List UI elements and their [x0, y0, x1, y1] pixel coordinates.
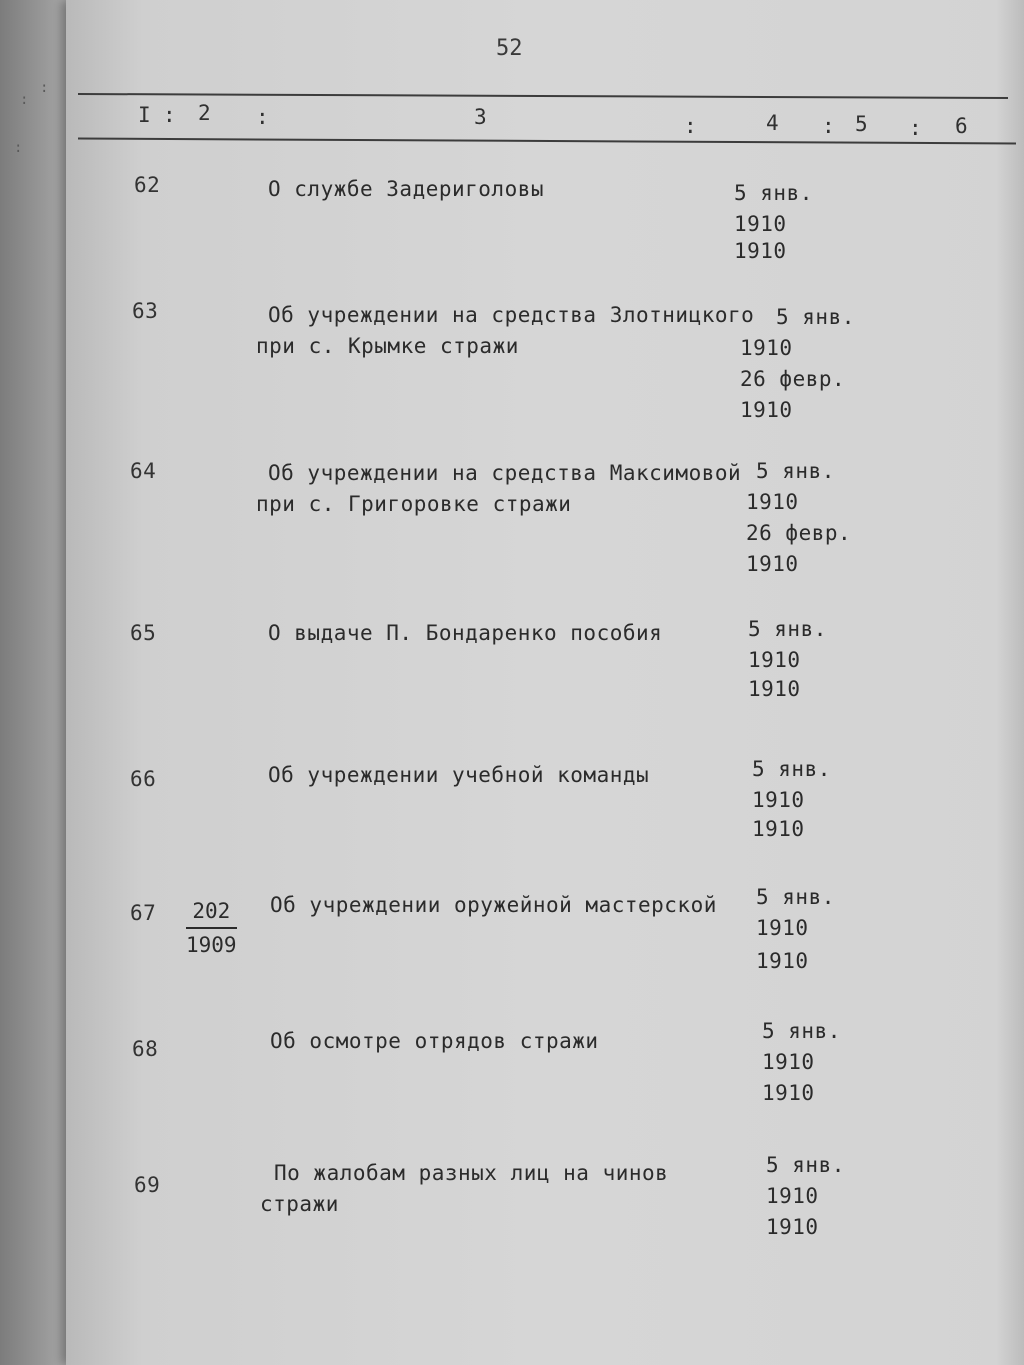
column-heading-5: 5 [855, 112, 868, 136]
margin-mark: : [40, 80, 49, 96]
entry-title: О выдаче П. Бондаренко пособия [268, 621, 663, 645]
column-separator: : [256, 105, 269, 129]
entry-end-date: 1910 [734, 239, 787, 263]
column-separator: : [909, 116, 922, 140]
entry-title: О службе Задериголовы [268, 177, 545, 201]
entry-number: 68 [132, 1037, 159, 1061]
sheet-shadow [996, 0, 1024, 1365]
margin-mark: : [14, 140, 23, 156]
margin-mark: : [20, 92, 29, 108]
reference-fraction [186, 897, 237, 959]
entry-number: 65 [130, 621, 157, 645]
entry-title: Об учреждении на средства Максимовой при с. Григоровке стражи [256, 461, 742, 516]
column-heading-6: 6 [955, 114, 968, 138]
entry-number: 66 [130, 767, 157, 791]
entry-title: Об учреждении оружейной мастерской [270, 893, 717, 917]
entry-end-date: 1910 [752, 817, 805, 841]
column-heading-4: 4 [766, 111, 779, 135]
entry-start-date: 5 янв. 1910 [740, 305, 855, 360]
entry-number: 69 [134, 1173, 161, 1197]
reference-number: 202 [186, 897, 237, 929]
entry-end-date: 1910 [748, 677, 801, 701]
entry-end-date: 26 февр. 1910 [740, 367, 846, 422]
entry-end-date: 1910 [762, 1081, 815, 1105]
entry-start-date: 5 янв. 1910 [734, 181, 813, 236]
entry-start-date: 5 янв. 1910 [752, 757, 831, 812]
entry-number: 67 [130, 901, 157, 925]
entry-number: 62 [134, 173, 161, 197]
column-heading-3: 3 [474, 105, 487, 129]
entry-end-date: 1910 [766, 1215, 819, 1239]
reference-year: 1909 [186, 933, 237, 957]
entry-title: Об осмотре отрядов стражи [270, 1029, 599, 1053]
column-heading-2: 2 [198, 101, 211, 125]
entry-number: 63 [132, 299, 159, 323]
column-separator: : [822, 114, 835, 138]
column-separator: : [163, 103, 176, 127]
column-separator: : [684, 114, 697, 138]
entry-number: 64 [130, 459, 157, 483]
entry-start-date: 5 янв. 1910 [762, 1019, 841, 1074]
entry-start-date: 5 янв. 1910 [746, 459, 835, 514]
entry-start-date: 5 янв. 1910 [748, 617, 827, 672]
entry-end-date: 26 февр. 1910 [746, 521, 852, 576]
entry-title: Об учреждении на средства Злотницкого при с. Крымке стражи [256, 303, 755, 358]
entry-title: Об учреждении учебной команды [268, 763, 650, 787]
column-heading-1: I [138, 103, 151, 127]
entry-title: По жалобам разных лиц на чинов стражи [260, 1161, 669, 1216]
entry-end-date: 1910 [756, 949, 809, 973]
entry-start-date: 5 янв. 1910 [766, 1153, 845, 1208]
page-number: 52 [496, 36, 523, 61]
entry-start-date: 5 янв. 1910 [756, 885, 835, 940]
